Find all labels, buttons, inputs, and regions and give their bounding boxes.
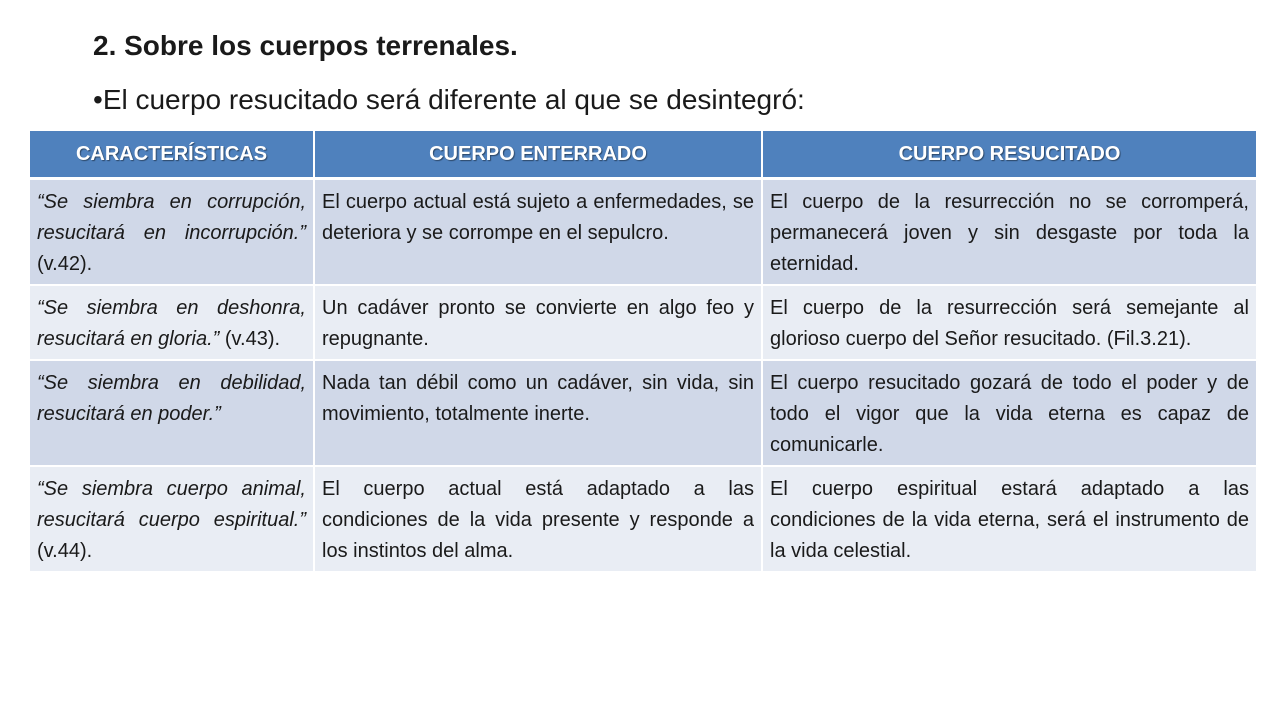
bullet-marker: • bbox=[93, 84, 103, 115]
header-resurrected-body: CUERPO RESUCITADO bbox=[762, 131, 1256, 179]
subheading-text: El cuerpo resucitado será diferente al que se desintegró: bbox=[102, 84, 805, 115]
buried-body-cell: El cuerpo actual está adaptado a las condiciones de la vida presente y responde a los instintos del alma. bbox=[314, 466, 762, 572]
resurrected-body-cell: El cuerpo de la resurrección será semejante al glorioso cuerpo del Señor resucitado. (Fil.3.21). bbox=[762, 285, 1256, 360]
slide-heading: 2. Sobre los cuerpos terrenales. bbox=[93, 30, 518, 61]
verse-quote: “Se siembra en debilidad, resucitará en poder.” bbox=[37, 372, 306, 425]
characteristic-cell bbox=[30, 179, 314, 286]
header-buried-body: CUERPO ENTERRADO bbox=[314, 131, 762, 179]
table-header-row bbox=[30, 131, 1256, 179]
buried-body-cell: El cuerpo actual está sujeto a enfermedades, se deteriora y se corrompe en el sepulcro. bbox=[314, 179, 762, 286]
verse-reference: (v.43). bbox=[219, 328, 281, 350]
table-row bbox=[30, 285, 1256, 360]
characteristic-cell bbox=[30, 466, 314, 572]
header-characteristics: CARACTERÍSTICAS bbox=[30, 131, 314, 179]
comparison-table bbox=[30, 131, 1256, 573]
resurrected-body-cell: El cuerpo de la resurrección no se corromperá, permanecerá joven y sin desgaste por toda la eternidad. bbox=[762, 179, 1256, 286]
verse-reference: (v.44). bbox=[37, 540, 93, 562]
buried-body-cell: Un cadáver pronto se convierte en algo feo y repugnante. bbox=[314, 285, 762, 360]
verse-quote: “Se siembra cuerpo animal, resucitará cuerpo espiritual.” bbox=[37, 478, 306, 531]
verse-reference: (v.42). bbox=[37, 253, 93, 275]
verse-quote: “Se siembra en corrupción, resucitará en incorrupción.” bbox=[37, 191, 306, 244]
verse-quote: “Se siembra en deshonra, resucitará en gloria.” bbox=[37, 297, 306, 350]
characteristic-cell bbox=[30, 360, 314, 466]
table-row bbox=[30, 360, 1256, 466]
slide-subheading bbox=[93, 80, 805, 120]
table-row bbox=[30, 179, 1256, 286]
table-row bbox=[30, 466, 1256, 572]
buried-body-cell: Nada tan débil como un cadáver, sin vida, sin movimiento, totalmente inerte. bbox=[314, 360, 762, 466]
characteristic-cell bbox=[30, 285, 314, 360]
resurrected-body-cell: El cuerpo resucitado gozará de todo el poder y de todo el vigor que la vida eterna es capaz de comunicarle. bbox=[762, 360, 1256, 466]
resurrected-body-cell: El cuerpo espiritual estará adaptado a las condiciones de la vida eterna, será el instrumento de la vida celestial. bbox=[762, 466, 1256, 572]
